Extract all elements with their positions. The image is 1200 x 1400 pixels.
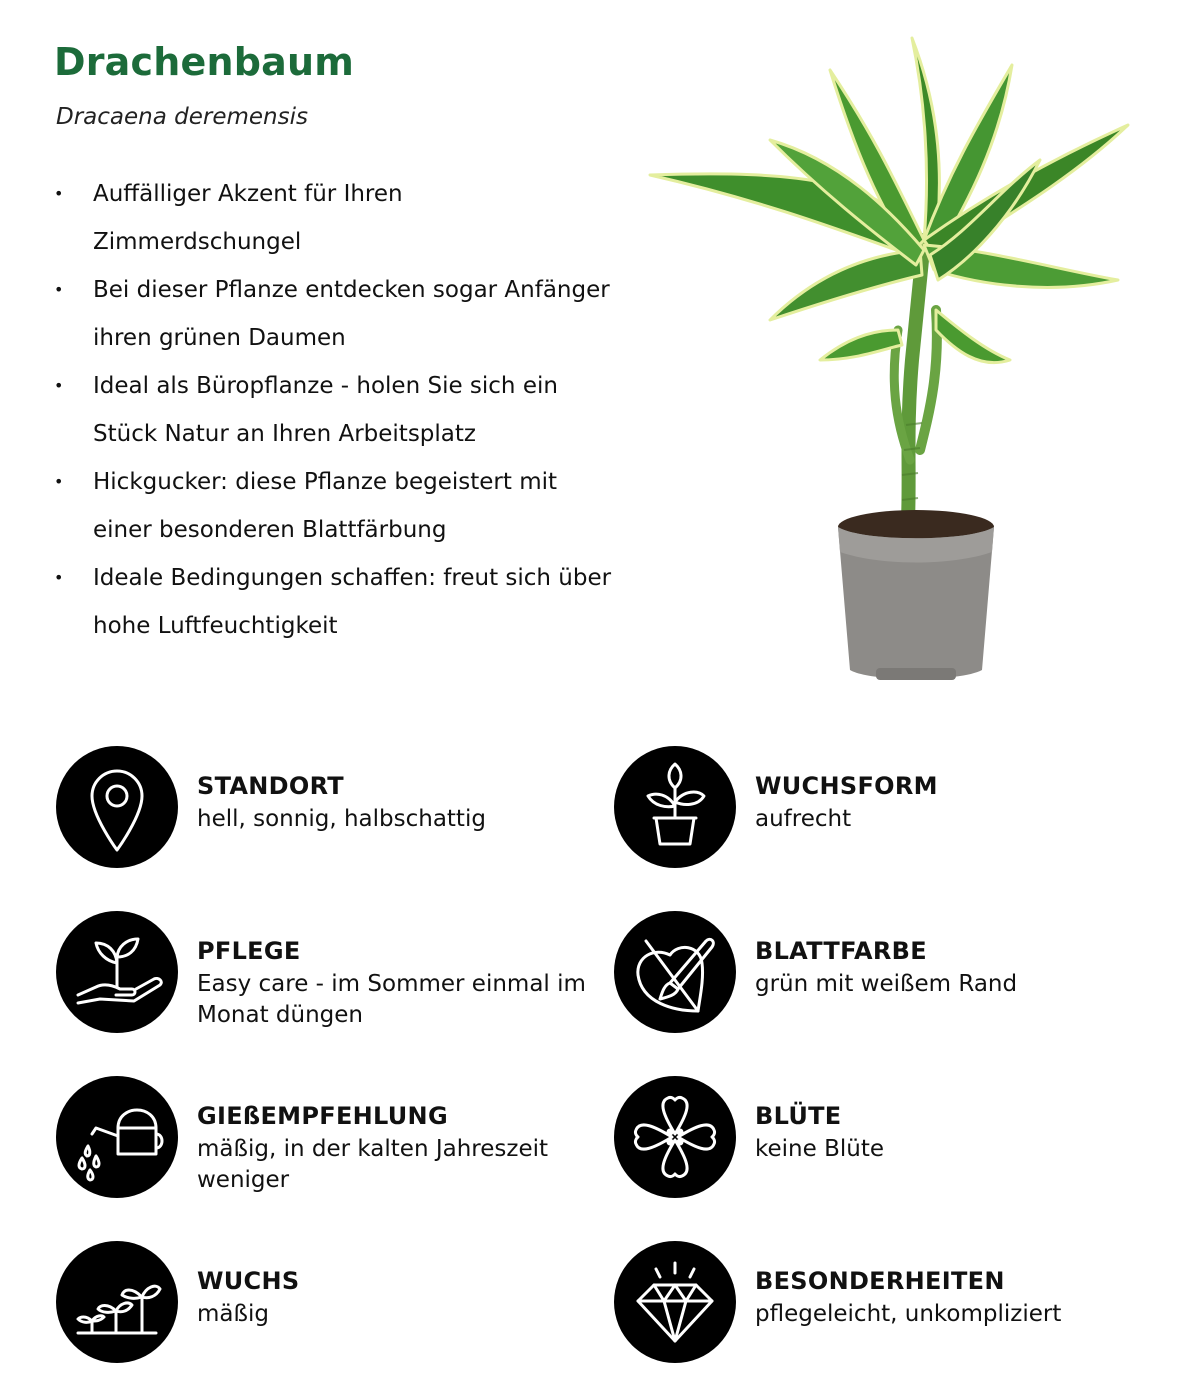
botanical-name: Dracaena deremensis bbox=[56, 104, 308, 130]
feature-value: pflegeleicht, unkompliziert bbox=[755, 1301, 1062, 1327]
feature-giessempfehlung bbox=[56, 1076, 596, 1206]
feature-besonderheiten bbox=[614, 1241, 1154, 1371]
feature-value: aufrecht bbox=[755, 806, 852, 832]
bullet-item: • Auffälliger Akzent für Ihren Zimmerdschungel bbox=[54, 170, 614, 266]
feature-label: STANDORT bbox=[197, 772, 344, 800]
feature-bullet-list bbox=[54, 170, 614, 650]
feature-standort bbox=[56, 746, 596, 876]
feature-value: grün mit weißem Rand bbox=[755, 971, 1018, 997]
feature-label: BLATTFARBE bbox=[755, 937, 927, 965]
feature-value: keine Blüte bbox=[755, 1136, 884, 1162]
feature-value: Easy care - im Sommer einmal im Monat düngen bbox=[197, 971, 586, 1028]
feature-label: GIEßEMPFEHLUNG bbox=[197, 1102, 448, 1130]
feature-label: WUCHS bbox=[197, 1267, 300, 1295]
leaf-paintbrush-icon bbox=[614, 911, 736, 1033]
feature-value: mäßig, in der kalten Jahreszeit weniger bbox=[197, 1136, 549, 1193]
feature-label: WUCHSFORM bbox=[755, 772, 938, 800]
bullet-item: • Ideale Bedingungen schaffen: freut sich über hohe Luftfeuchtigkeit bbox=[54, 554, 614, 650]
feature-pflege bbox=[56, 911, 596, 1041]
feature-value: mäßig bbox=[197, 1301, 269, 1327]
hand-seedling-icon bbox=[56, 911, 178, 1033]
feature-wuchsform bbox=[614, 746, 1154, 876]
feature-wuchs bbox=[56, 1241, 596, 1371]
bullet-item: • Ideal als Büropflanze - holen Sie sich ein Stück Natur an Ihren Arbeitsplatz bbox=[54, 362, 614, 458]
feature-label: BLÜTE bbox=[755, 1102, 842, 1130]
feature-bluete bbox=[614, 1076, 1154, 1206]
bullet-item: • Bei dieser Pflanze entdecken sogar Anfänger ihren grünen Daumen bbox=[54, 266, 614, 362]
growing-sprouts-icon bbox=[56, 1241, 178, 1363]
product-title: Drachenbaum bbox=[54, 40, 355, 84]
bullet-item: • Hickgucker: diese Pflanze begeistert mit einer besonderen Blattfärbung bbox=[54, 458, 614, 554]
diamond-icon bbox=[614, 1241, 736, 1363]
feature-label: BESONDERHEITEN bbox=[755, 1267, 1005, 1295]
flower-icon bbox=[614, 1076, 736, 1198]
location-pin-icon bbox=[56, 746, 178, 868]
plant-image bbox=[640, 30, 1140, 690]
potted-plant-icon bbox=[614, 746, 736, 868]
watering-can-icon bbox=[56, 1076, 178, 1198]
feature-value: hell, sonnig, halbschattig bbox=[197, 806, 486, 832]
feature-blattfarbe bbox=[614, 911, 1154, 1041]
feature-label: PFLEGE bbox=[197, 937, 301, 965]
